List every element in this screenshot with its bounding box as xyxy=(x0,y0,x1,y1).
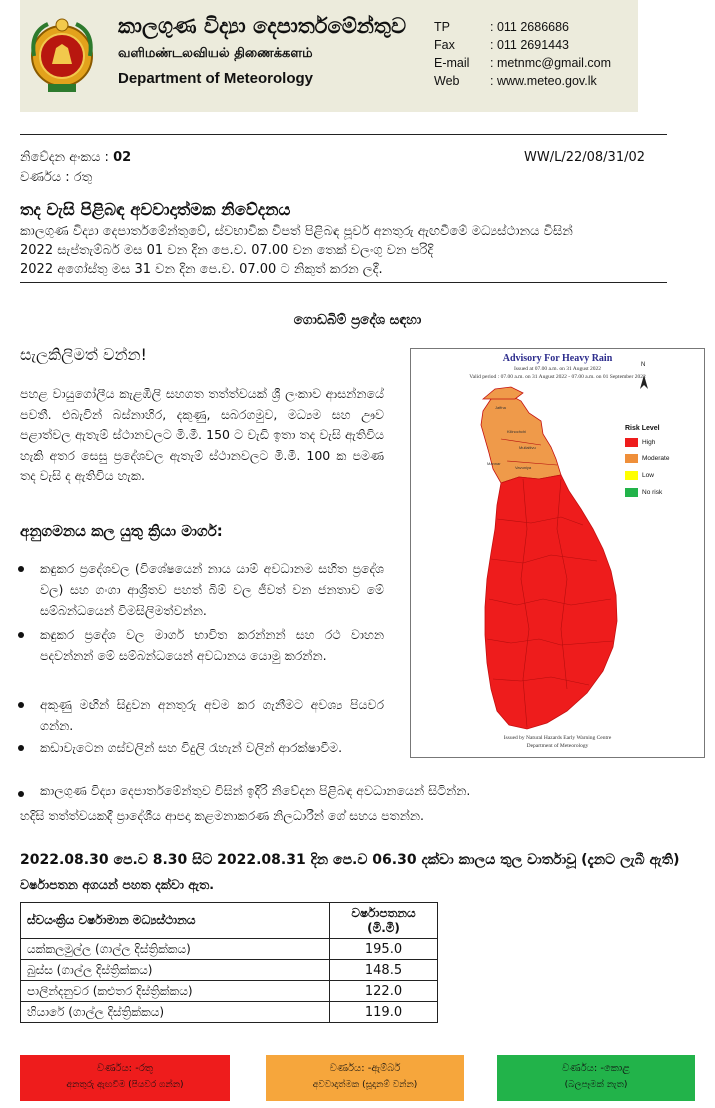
rainfall-value: 119.0 xyxy=(330,1002,438,1023)
column-header-station: ස්වයංක්‍රිය වර්ෂාමාන මධ්‍යස්ථානය xyxy=(21,903,330,939)
legend-label-no-risk: No risk xyxy=(642,489,663,496)
sri-lanka-map xyxy=(411,349,706,759)
intro-line-1: කාලගුණ විද්‍යා දෙපාර්තමේන්තුවේ, ස්වභාවික විපත් පිළිබඳ පූර්ව අනතුරු ඇඟවීමේ මධ්‍යස්ථානය විසින් xyxy=(20,224,573,239)
divider xyxy=(20,282,667,283)
rainfall-value: 148.5 xyxy=(330,960,438,981)
action-item: අකුණු මඟින් සිදුවන අනතුරු අවම කර ගැනීමට අවශ්‍ය පියවර ගන්න. xyxy=(40,697,384,733)
contact-fax: Fax : 011 2691443 xyxy=(434,38,570,52)
column-header-rainfall: වර්ෂාපතනය (මි.මී) xyxy=(330,903,438,939)
map-label: Jaffna xyxy=(495,405,506,410)
station-name: බුස්ස (ගාල්ල දිස්ත්‍රික්කය) xyxy=(21,960,330,981)
rainfall-value: 122.0 xyxy=(330,981,438,1002)
notice-number: නිවේදන අංකය : 02 xyxy=(20,150,132,165)
map-region-high xyxy=(485,475,617,729)
map-label: Mannar xyxy=(487,461,501,466)
key-red-title: වර්ණය: -රතු xyxy=(97,1063,153,1074)
action-item: කාලගුණ විද්‍යා දෙපාර්තමේන්තුව විසින් ඉදිරි නිවේදන පිළිබඳ අවධානයෙන් සිටින්න. xyxy=(40,783,471,798)
legend-label-low: Low xyxy=(642,472,654,479)
map-label: Vavuniya xyxy=(515,465,532,470)
org-name-sinhala: කාලගුණ විද්‍යා දෙපාර්තමේන්තුව xyxy=(118,14,407,38)
map-footer: Department of Meteorology xyxy=(526,743,589,749)
actions-heading: අනුගමනය කල යුතු ක්‍රියා මාර්ග: xyxy=(20,522,223,540)
table-row xyxy=(21,981,438,1002)
bullet-icon xyxy=(18,632,24,638)
letterhead xyxy=(20,0,638,112)
table-row xyxy=(21,939,438,960)
divider xyxy=(20,134,667,135)
contact-phone: TP : 011 2686686 xyxy=(434,20,570,34)
key-red-desc: අනතුරු ඇඟවීම (පියවර ගන්න) xyxy=(66,1080,184,1090)
action-item: කඳුකර ප්‍රදේශවල (විශේෂයෙන් නාය යාම් අවධානම සහිත ප්‍රදේශ වල) සහ ගංගා ආශ්‍රිතව පහත් බිම් වල ජීවත් වන ජනතාව මේ සම්බන්ධයෙන් විමසිලිමත්වන්න. xyxy=(40,561,384,618)
key-green-title: වර්ණය: -කොළ xyxy=(562,1063,630,1074)
rainfall-table xyxy=(20,902,438,1023)
notice-heading: තද වැසි පිළිබඳ අවවාදාත්මක නිවේදනය xyxy=(20,200,291,219)
sri-lanka-emblem-icon xyxy=(26,12,98,100)
map-valid-period: Valid period : 07.00 a.m. on 31 August 2022 - 07.00 a.m. on 01 September 2022 xyxy=(469,374,646,380)
bullet-icon xyxy=(18,791,24,797)
map-label: Kilinochchi xyxy=(507,429,527,434)
bullet-icon xyxy=(18,702,24,708)
contact-email[interactable]: E-mail : metnmc@gmail.com xyxy=(434,56,612,70)
station-name: හියාරේ (ගාල්ල දිස්ත්‍රික්කය) xyxy=(21,1002,330,1023)
forecast-paragraph: පහළ වායුගෝලීය කැළඹීලි සහගත තත්ත්වයක් ශ්‍රී ලංකාව ආසන්නයේ පවතී. එබැවින් බස්නාහිර, දකුණු, සබරගමුව, මධ්‍යම සහ ඌව පළාත්වල ඇතැම් ස්ථානවලට මි.මී. 150 ට වැඩි ඉතා තද වැසි ඇතිවිය හැකි අතර සෙසු ප්‍රදේශවල ඇතැම් ස්ථානවලට මි.මී. 100 ක පමණ තද වැසි ද ඇතිවිය හැක. xyxy=(20,386,384,483)
legend-swatch-low xyxy=(625,471,638,480)
map-label: Mullaitivu xyxy=(519,445,536,450)
intro-line-3: 2022 අගෝස්තු මස 31 වන දින පෙ.ව. 07.00 ට නිකුත් කරන ලදී. xyxy=(20,262,383,277)
table-row xyxy=(21,1002,438,1023)
contact-web[interactable]: Web : www.meteo.gov.lk xyxy=(434,74,597,88)
table-row xyxy=(21,960,438,981)
map-region-jaffna xyxy=(483,387,523,399)
legend-swatch-high xyxy=(625,438,638,447)
key-amber-title: වර්ණය: -ඇම්බර් xyxy=(329,1063,401,1074)
legend-title: Risk Level xyxy=(625,425,660,432)
key-green-desc: (බලපෑමක් නැත) xyxy=(564,1080,628,1090)
key-amber-desc: අවවාදාත්මක (සූදානම් වන්න) xyxy=(312,1080,418,1090)
risk-map xyxy=(410,348,705,758)
legend-label-moderate: Moderate xyxy=(642,455,670,462)
key-green xyxy=(497,1055,695,1101)
station-name: යක්කලමුල්ල (ගාල්ල දිස්ත්‍රික්කය) xyxy=(21,939,330,960)
bullet-icon xyxy=(18,745,24,751)
north-label: N xyxy=(641,362,646,368)
bullet-icon xyxy=(18,566,24,572)
rainfall-heading: 2022.08.30 පෙ.ව 8.30 සිට 2022.08.31 දින පෙ.ව 06.30 දක්වා කාලය තුල වාර්තාවූ (දැනට ලැබී ඇති) xyxy=(20,852,680,868)
action-item: කඩාවැටෙන ගස්වලින් සහ විදුලි රැහැන් වලින් ආරක්ෂාවීම. xyxy=(40,740,343,755)
rainfall-subheading: වර්ෂාපතන අගයන් පහත දක්වා ඇත. xyxy=(20,877,215,892)
key-amber xyxy=(266,1055,464,1101)
org-name-tamil: வளிமண்டலவியல் திணைக்களம் xyxy=(118,46,313,61)
legend-swatch-moderate xyxy=(625,454,638,463)
intro-line-2: 2022 සැප්තැම්බර් මස 01 වන දින පෙ.ව. 07.00 වන තෙක් වලංගු වන පරිදි xyxy=(20,243,434,258)
map-footer: Issued by Natural Hazards Early Warning Centre xyxy=(503,735,612,741)
notice-color: වර්ණය : රතු xyxy=(20,170,93,185)
key-red xyxy=(20,1055,230,1101)
notice-reference: WW/L/22/08/31/02 xyxy=(524,150,646,165)
station-name: පාලින්දනුවර (කළුතර දිස්ත්‍රික්කය) xyxy=(21,981,330,1002)
action-item: කඳුකර ප්‍රදේශ වල මාර්ග භාවිත කරන්නන් සහ රථ වාහන පදවන්නන් මේ සම්බන්ධයෙන් අවධානය යොමු කරන්න. xyxy=(40,627,384,663)
table-header-row xyxy=(21,903,438,939)
legend-swatch-no-risk xyxy=(625,488,638,497)
legend-label-high: High xyxy=(642,439,656,446)
alert-text: සැලකිලිමත් වන්න! xyxy=(20,345,147,364)
rainfall-value: 195.0 xyxy=(330,939,438,960)
org-name-english: Department of Meteorology xyxy=(118,70,314,87)
emergency-note: හදිසි තත්ත්වයකදී ප්‍රාදේශීය ආපදා කළමනාකරණ නිලධාරීන් ගේ සහය පතන්න. xyxy=(20,808,424,823)
map-title: Advisory For Heavy Rain xyxy=(502,353,613,364)
area-heading: ගොඩබිම් ප්‍රදේශ සඳහා xyxy=(293,312,422,328)
map-issued: Issued at 07.00 a.m. on 31 August 2022 xyxy=(513,366,602,372)
